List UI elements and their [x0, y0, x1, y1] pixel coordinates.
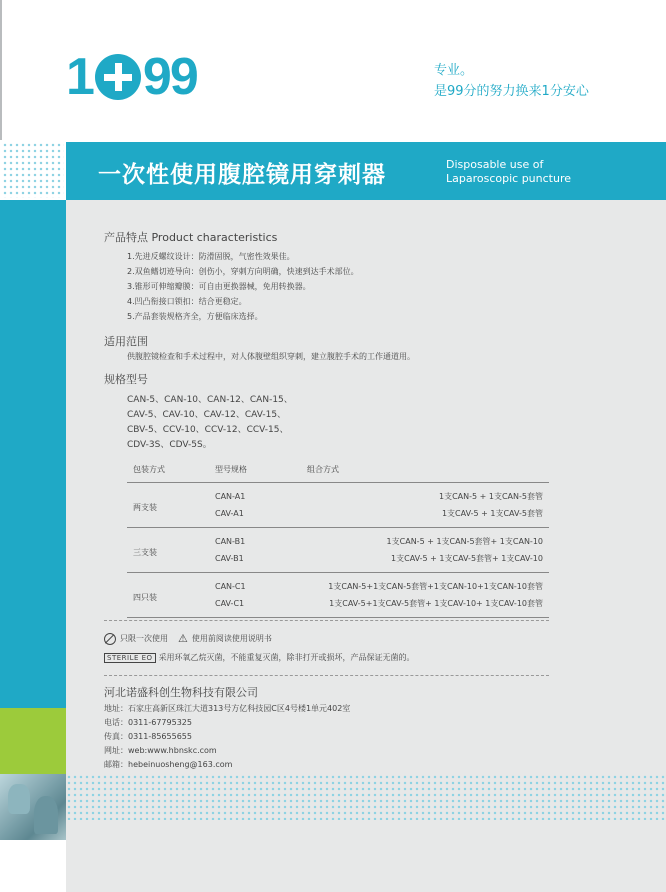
models-list [127, 393, 293, 453]
pack-cell: 两支装 [127, 483, 214, 528]
table-header-row [127, 456, 549, 483]
left-color-band [0, 200, 66, 708]
models-line: CBV-5、CCV-10、CCV-12、CCV-15、 [127, 425, 289, 435]
models-heading: 规格型号 [104, 373, 148, 386]
scope-text: 供腹腔镜检查和手术过程中，对人体腹壁组织穿刺，建立腹腔手术的工作通道用。 [127, 352, 415, 361]
slogan-line-1: 专业。 [434, 63, 474, 78]
models-line: CAV-5、CAV-10、CAV-12、CAV-15、 [127, 410, 287, 420]
model-cell: CAN-B1 [215, 537, 246, 546]
green-accent-block [0, 708, 66, 774]
spec-table [127, 456, 549, 618]
pack-cell: 三支装 [127, 528, 214, 573]
surgeon-figure [34, 796, 58, 834]
model-cell: CAN-A1 [215, 492, 246, 501]
model-cell: CAV-B1 [214, 550, 306, 573]
title-en-line-1: Disposable use of [446, 158, 544, 171]
feature-item: 1.先进反螺纹设计：防滑固脱，气密性效果佳。 [127, 252, 295, 261]
model-cell: CAN-C1 [215, 582, 246, 591]
surgeon-figure [8, 784, 30, 814]
features-list [127, 249, 359, 324]
slogan [434, 60, 589, 102]
sterilization-text: 采用环氧乙烷灭菌，不能重复灭菌，除非打开或损坏，产品保证无菌的。 [158, 653, 415, 662]
combo-cell: 1支CAV-5 + 1支CAV-5套管+ 1支CAV-10 [306, 550, 549, 573]
do-not-reuse-icon [104, 633, 116, 645]
table-row [127, 483, 549, 506]
brand-logo [66, 48, 197, 106]
table-row [127, 573, 549, 596]
company-phone: 电话：0311-67795325 [104, 718, 192, 727]
slogan-line-2: 是99分的努力换来1分安心 [434, 84, 589, 99]
combo-cell: 1支CAN-5 + 1支CAN-5套管 [438, 492, 543, 501]
company-email: 邮箱：hebeinuosheng@163.com [104, 760, 233, 769]
combo-cell: 1支CAV-5 + 1支CAV-5套管 [306, 505, 549, 528]
left-edge-rule [0, 0, 2, 140]
sterilization-notice [104, 652, 415, 663]
surgery-photo [0, 774, 66, 840]
logo-digit-one: 1 [66, 48, 93, 106]
dot-pattern-left [2, 142, 64, 198]
divider [104, 675, 549, 676]
contact-info [104, 702, 350, 772]
medical-cross-icon [95, 54, 141, 100]
product-title-cn: 一次性使用腹腔镜用穿刺器 [98, 162, 386, 188]
product-title-en [446, 158, 571, 186]
company-website: 网址：web:www.hbnskc.com [104, 746, 217, 755]
model-cell: CAV-A1 [214, 505, 306, 528]
features-heading: 产品特点 Product characteristics [104, 231, 278, 244]
combo-cell: 1支CAN-5+1支CAN-5套管+1支CAN-10+1支CAN-10套管 [328, 582, 543, 591]
company-address: 地址：石家庄高新区珠江大道313号方亿科技园C区4号楼1单元402室 [104, 704, 351, 713]
warning-triangle-icon: ⚠ [178, 632, 188, 645]
title-banner [66, 142, 666, 200]
single-use-text: 只限一次使用 [120, 634, 168, 643]
pack-cell: 四只装 [127, 573, 214, 618]
feature-item: 3.锥形可伸缩瓣膜：可自由更换器械，免用转换器。 [127, 282, 311, 291]
logo-digits-99: 99 [142, 48, 197, 106]
header-pack: 包装方式 [127, 456, 214, 483]
feature-item: 5.产品套装规格齐全，方便临床选择。 [127, 312, 263, 321]
table-row [127, 528, 549, 551]
scope-heading: 适用范围 [104, 335, 148, 348]
combo-cell: 1支CAV-5+1支CAV-5套管+ 1支CAV-10+ 1支CAV-10套管 [306, 595, 549, 618]
divider [104, 620, 549, 621]
models-line: CAN-5、CAN-10、CAN-12、CAN-15、 [127, 395, 293, 405]
company-fax: 传真：0311-85655655 [104, 732, 192, 741]
models-line: CDV-3S、CDV-5S。 [127, 440, 212, 450]
header-combo: 组合方式 [306, 456, 549, 483]
usage-notice [104, 632, 272, 645]
read-manual-text: 使用前阅读使用说明书 [191, 634, 272, 643]
combo-cell: 1支CAN-5 + 1支CAN-5套管+ 1支CAN-10 [386, 537, 543, 546]
dot-pattern-bottom [66, 774, 666, 820]
sterile-eo-badge: STERILE EO [104, 653, 156, 663]
model-cell: CAV-C1 [214, 595, 306, 618]
feature-item: 2.双鱼鳍切迹导向：创伤小，穿刺方向明确，快速到达手术部位。 [127, 267, 359, 276]
title-en-line-2: Laparoscopic puncture [446, 172, 572, 185]
feature-item: 4.凹凸衔接口锁扣：结合更稳定。 [127, 297, 247, 306]
header-model: 型号规格 [214, 456, 306, 483]
company-name: 河北诺盛科创生物科技有限公司 [104, 686, 258, 699]
